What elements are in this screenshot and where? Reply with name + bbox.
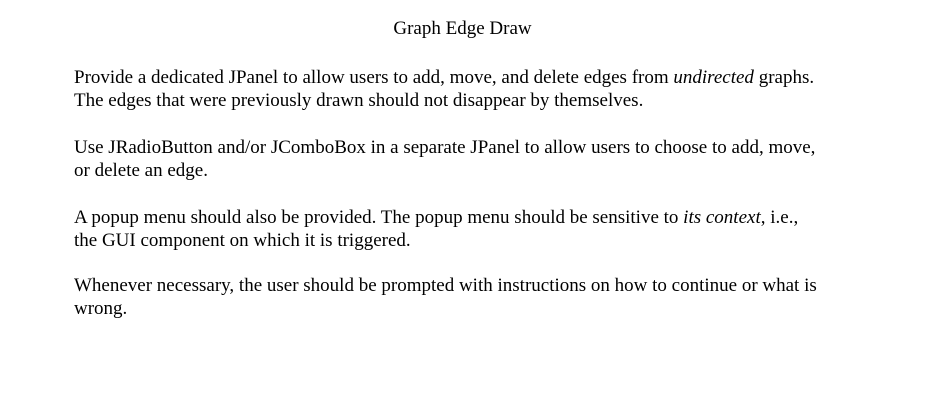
text-run: Provide a dedicated JPanel to allow users to add, move, and delete edges from	[74, 67, 674, 88]
paragraph-user-prompts	[74, 274, 874, 320]
emphasis-text: undirected	[673, 67, 754, 88]
paragraph-line	[74, 206, 874, 229]
document-title: Graph Edge Draw	[393, 18, 532, 39]
paragraph-line: Use JRadioButton and/or JComboBox in a separate JPanel to allow users to choose to add, move,	[74, 137, 816, 158]
emphasis-text: its context	[683, 207, 761, 228]
paragraph-line: wrong.	[74, 298, 128, 319]
text-run: , i.e.,	[760, 207, 799, 228]
paragraph-line: the GUI component on which it is triggered.	[74, 230, 411, 251]
paragraph-line	[74, 66, 874, 89]
paragraph-edge-panel	[74, 66, 874, 112]
paragraph-line: or delete an edge.	[74, 160, 208, 181]
paragraph-popup-menu	[74, 206, 874, 252]
paragraph-line: The edges that were previously drawn should not disappear by themselves.	[74, 90, 644, 111]
paragraph-controls-panel	[74, 136, 874, 182]
text-run: graphs.	[753, 67, 815, 88]
paragraph-line: Whenever necessary, the user should be prompted with instructions on how to continue or what is	[74, 275, 817, 296]
text-run: A popup menu should also be provided. The popup menu should be sensitive to	[74, 207, 684, 228]
